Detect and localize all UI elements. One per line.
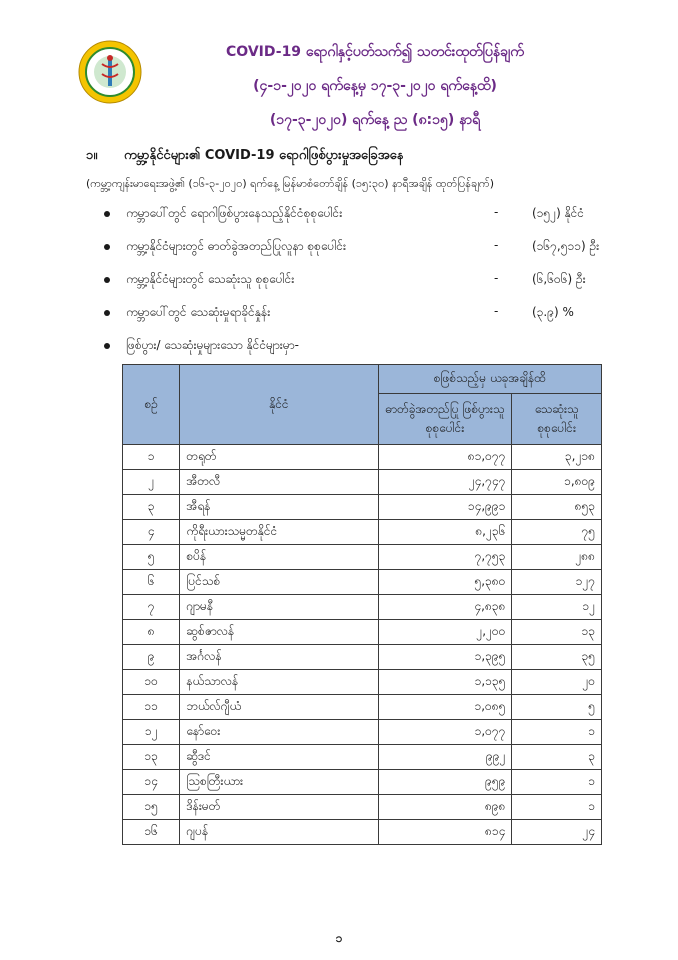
table-row (123, 595, 602, 620)
table-row (123, 445, 602, 470)
cell-deaths: ၂၈၈ (512, 545, 602, 570)
list-item (104, 304, 624, 337)
bullet-value: (၁၅၂) နိုင်ငံ (532, 206, 585, 220)
cell-deaths: ၇၅ (512, 520, 602, 545)
title-line-1: COVID-19 ရောဂါနှင့်ပတ်သက်၍ သတင်းထုတ်ပြန်ချက် (226, 44, 524, 60)
col-deaths-header: သေဆုံးသူ စုစုပေါင်း (512, 394, 602, 445)
table-row (123, 720, 602, 745)
cell-serial: ၁ (123, 445, 180, 470)
bullet-dash: - (494, 304, 499, 318)
cell-serial: ၁၅ (123, 795, 180, 820)
cell-cases: ၉၉၂ (378, 745, 512, 770)
col-serial-header: စဉ် (123, 365, 180, 445)
table-row (123, 545, 602, 570)
table-row (123, 745, 602, 770)
table-row (123, 470, 602, 495)
cell-serial: ၁၃ (123, 745, 180, 770)
cell-country: ကိုရီးယားသမ္မတနိုင်ငံ (180, 520, 378, 545)
cell-cases: ၉၅၉ (378, 770, 512, 795)
bullet-dash: - (494, 205, 499, 219)
table-row (123, 820, 602, 845)
cell-cases: ၁,၁၃၅ (378, 670, 512, 695)
cell-deaths: ၃,၂၁၈ (512, 445, 602, 470)
title-line-3: (၁၇-၃-၂၀၂၀) ရက်နေ့ ည (၈:၁၅) နာရီ (269, 112, 481, 128)
cell-deaths: ၁၃ (512, 620, 602, 645)
cell-deaths: ၈၅၃ (512, 495, 602, 520)
cell-country: တရုတ် (180, 445, 378, 470)
cell-deaths: ၂၄ (512, 820, 602, 845)
cell-serial: ၈ (123, 620, 180, 645)
cell-cases: ၁,၀၇၇ (378, 720, 512, 745)
cell-deaths: ၅ (512, 695, 602, 720)
cell-cases: ၈၁၄ (378, 820, 512, 845)
cell-serial: ၅ (123, 545, 180, 570)
cell-country: စပိန် (180, 545, 378, 570)
cell-cases: ၇,၇၅၃ (378, 545, 512, 570)
bullet-value: (၁၆၇,၅၁၁) ဦး (532, 239, 600, 253)
section-heading (86, 147, 403, 166)
source-note: (ကမ္ဘာ့ကျန်းမာရေးအဖွဲ့၏ (၁၆-၃-၂၀၂၀) ရက်နေ့ မြန်မာစံတော်ချိန် (၁၅:၃၀) နာရီအချိန် ထုတ်ပြန်ချက်) (86, 177, 494, 190)
cell-deaths: ၃ (512, 745, 602, 770)
cell-serial: ၆ (123, 570, 180, 595)
bullet-label: ကမ္ဘာ့နိုင်ငံများတွင် ဓာတ်ခွဲအတည်ပြုလူနာ စုစုပေါင်း (126, 239, 347, 253)
cell-cases: ၁၄,၉၉၁ (378, 495, 512, 520)
cell-country: ဂျာမနီ (180, 595, 378, 620)
country-table (122, 364, 602, 845)
cell-country: ပြင်သစ် (180, 570, 378, 595)
table-row (123, 520, 602, 545)
title-line-2: (၄-၁-၂၀၂၀ ရက်နေ့မှ ၁၇-၃-၂၀၂၀ ရက်နေ့ထိ) (253, 78, 497, 94)
cell-cases: ၄,၈၃၈ (378, 595, 512, 620)
cell-serial: ၄ (123, 520, 180, 545)
cell-country: သြစတြီးယား (180, 770, 378, 795)
list-item (104, 271, 624, 304)
table-row (123, 695, 602, 720)
cell-serial: ၃ (123, 495, 180, 520)
cell-cases: ၈၁,၀၇၇ (378, 445, 512, 470)
section-number: ၁။ (86, 148, 98, 163)
cell-deaths: ၁၂၇ (512, 570, 602, 595)
bullet-value: (၃.၉) % (532, 305, 574, 319)
cell-country: ဆွီဒင် (180, 745, 378, 770)
col-cases-header: ဓာတ်ခွဲအတည်ပြု ဖြစ်ပွားသူ စုစုပေါင်း (378, 394, 512, 445)
col-group-header: စဖြစ်သည့်မှ ယခုအချိန်ထိ (378, 365, 601, 394)
cell-deaths: ၂၀ (512, 670, 602, 695)
col-country-header: နိုင်ငံ (180, 365, 378, 445)
table-row (123, 570, 602, 595)
cell-country: အီတလီ (180, 470, 378, 495)
table-row (123, 645, 602, 670)
cell-country: ဆွစ်ဇာလန် (180, 620, 378, 645)
cell-country: အီရန် (180, 495, 378, 520)
cell-cases: ၁,၀၈၅ (378, 695, 512, 720)
bullet-icon (104, 343, 110, 349)
summary-list (104, 205, 624, 370)
cell-serial: ၁၄ (123, 770, 180, 795)
table-row (123, 770, 602, 795)
bullet-dash: - (494, 271, 499, 285)
bullet-value: (၆,၆၀၆) ဦး (532, 272, 586, 286)
cell-cases: ၈,၂၃၆ (378, 520, 512, 545)
cell-serial: ၁၂ (123, 720, 180, 745)
bullet-label: ကမ္ဘာပေါ်တွင် ရောဂါဖြစ်ပွားနေသည့်နိုင်ငံစုစုပေါင်း (126, 206, 343, 220)
table-row (123, 620, 602, 645)
cell-deaths: ၃၅ (512, 645, 602, 670)
list-item (104, 238, 624, 271)
cell-deaths: ၁ (512, 770, 602, 795)
section-heading-text: ကမ္ဘာ့နိုင်ငံများ၏ COVID-19 ရောဂါဖြစ်ပွားမှုအခြေအနေ (124, 148, 404, 163)
table-row (123, 795, 602, 820)
cell-country: ဒိန်းမတ် (180, 795, 378, 820)
ministry-logo (78, 40, 142, 104)
list-item (104, 205, 624, 238)
bullet-label: ကမ္ဘာပေါ်တွင် သေဆုံးမှုရာခိုင်နှုန်း (126, 305, 271, 319)
cell-deaths: ၁၂ (512, 595, 602, 620)
cell-serial: ၁၁ (123, 695, 180, 720)
bullet-icon (104, 310, 110, 316)
cell-serial: ၁၆ (123, 820, 180, 845)
cell-country: အင်္ဂလန် (180, 645, 378, 670)
cell-cases: ၁,၃၉၅ (378, 645, 512, 670)
cell-cases: ၈၉၈ (378, 795, 512, 820)
cell-country: ဂျပန် (180, 820, 378, 845)
bullet-label: ကမ္ဘာ့နိုင်ငံများတွင် သေဆုံးသူ စုစုပေါင်း (126, 272, 295, 286)
cell-serial: ၁၀ (123, 670, 180, 695)
cell-country: နော်ဝေး (180, 720, 378, 745)
bullet-icon (104, 277, 110, 283)
bullet-label: ဖြစ်ပွား/ သေဆုံးမှုများသော နိုင်ငံများမှာ- (126, 338, 299, 352)
table-row (123, 495, 602, 520)
bullet-icon (104, 211, 110, 217)
table-row (123, 670, 602, 695)
cell-cases: ၅,၃၈၀ (378, 570, 512, 595)
bullet-dash: - (494, 238, 499, 252)
table-body (123, 445, 602, 845)
cell-country: နယ်သာလန် (180, 670, 378, 695)
cell-cases: ၂,၂၀၀ (378, 620, 512, 645)
page-number: ၁ (335, 931, 343, 945)
cell-serial: ၇ (123, 595, 180, 620)
cell-deaths: ၁ (512, 795, 602, 820)
cell-serial: ၉ (123, 645, 180, 670)
cell-country: ဘယ်လ်ဂျီယံ (180, 695, 378, 720)
cell-deaths: ၁,၈၀၉ (512, 470, 602, 495)
cell-cases: ၂၄,၇၄၇ (378, 470, 512, 495)
cell-deaths: ၁ (512, 720, 602, 745)
bullet-icon (104, 244, 110, 250)
cell-serial: ၂ (123, 470, 180, 495)
